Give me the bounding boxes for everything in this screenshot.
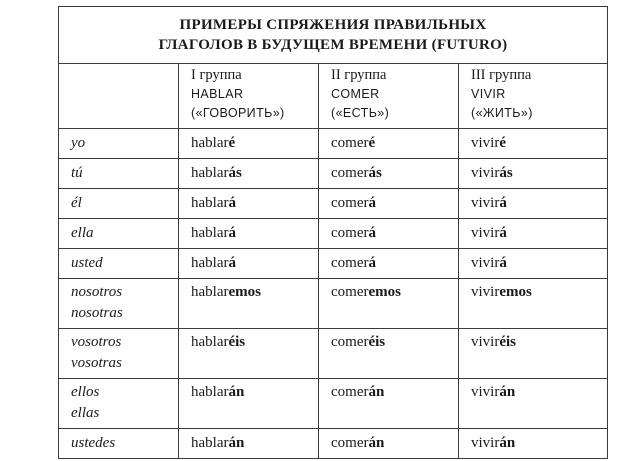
pronoun-cell [59,249,179,279]
verb-stem: vivir [471,334,500,350]
verb-ending: éis [368,334,386,350]
pronoun: ella [71,225,94,241]
table-title-line-2: ГЛАГОЛОВ В БУДУЩЕМ ВРЕМЕНИ (FUTURO) [158,37,508,53]
table-body [59,129,608,459]
pronoun: nosotras [71,305,123,321]
verb-stem: comer [331,195,369,211]
pronoun-cell [59,279,179,329]
verb-ending: ás [499,165,513,181]
verb-form-cell [319,159,459,189]
verb-stem: comer [331,284,369,300]
verb-form-cell [459,249,608,279]
table-row [59,159,608,189]
table-row [59,219,608,249]
verb-ending: án [368,435,385,451]
pronoun-cell [59,189,179,219]
verb-form-cell [319,379,459,429]
verb-ending: é [368,135,376,151]
verb-stem: hablar [191,225,229,241]
verb-form-cell [319,129,459,159]
verb-ending: án [499,384,516,400]
pronoun-cell [59,379,179,429]
verb-form-cell [179,329,319,379]
verb-stem: vivir [471,195,500,211]
verb-stem: comer [331,334,369,350]
verb-stem: comer [331,225,369,241]
conjugation-table [58,6,608,459]
pronoun: yo [71,135,86,151]
verb-stem: vivir [471,135,500,151]
verb-form-cell [179,219,319,249]
verb-form-cell [179,159,319,189]
verb-stem: hablar [191,135,229,151]
verb-ending: é [228,135,236,151]
verb-ending: á [368,195,376,211]
table-title-line-1: ПРИМЕРЫ СПРЯЖЕНИЯ ПРАВИЛЬНЫХ [179,17,487,33]
verb-form-cell [179,279,319,329]
verb-label: COMER [331,87,380,101]
column-header-group-1 [179,64,319,129]
group-label: II группа [331,67,387,83]
table-row [59,379,608,429]
verb-stem: hablar [191,255,229,271]
verb-form-cell [459,129,608,159]
verb-ending: ás [228,165,242,181]
column-header-group-3 [459,64,608,129]
verb-ending: á [368,225,376,241]
verb-stem: comer [331,384,369,400]
verb-stem: comer [331,135,369,151]
verb-ending: á [499,255,507,271]
pronoun: vosotras [71,355,122,371]
verb-form-cell [459,219,608,249]
table-row [59,189,608,219]
verb-ending: á [228,195,236,211]
verb-ending: emos [368,284,401,300]
verb-stem: comer [331,435,369,451]
verb-stem: vivir [471,225,500,241]
verb-stem: vivir [471,165,500,181]
verb-ending: án [368,384,385,400]
table-row [59,249,608,279]
verb-form-cell [179,379,319,429]
verb-form-cell [459,159,608,189]
verb-form-cell [459,379,608,429]
pronoun: usted [71,255,103,271]
verb-translation: («ЕСТЬ») [331,106,390,120]
verb-ending: á [368,255,376,271]
verb-form-cell [179,129,319,159]
verb-stem: vivir [471,255,500,271]
verb-ending: án [228,384,245,400]
verb-stem: vivir [471,435,500,451]
verb-ending: éis [499,334,517,350]
verb-form-cell [319,279,459,329]
verb-label: VIVIR [471,87,506,101]
verb-stem: hablar [191,435,229,451]
group-label: I группа [191,67,242,83]
verb-ending: á [499,195,507,211]
verb-translation: («ЖИТЬ») [471,106,533,120]
empty-header-cell [59,64,179,129]
verb-stem: hablar [191,284,229,300]
verb-form-cell [459,429,608,459]
verb-ending: án [228,435,245,451]
table-title [59,7,608,64]
verb-stem: vivir [471,384,500,400]
verb-ending: ás [368,165,382,181]
verb-form-cell [459,279,608,329]
pronoun: tú [71,165,83,181]
table-row [59,329,608,379]
verb-translation: («ГОВОРИТЬ») [191,106,285,120]
verb-ending: á [499,225,507,241]
verb-ending: emos [499,284,532,300]
verb-label: HABLAR [191,87,244,101]
verb-form-cell [319,219,459,249]
pronoun: ellos [71,384,100,400]
pronoun: vosotros [71,334,122,350]
pronoun-cell [59,159,179,189]
verb-ending: á [228,225,236,241]
verb-ending: é [499,135,507,151]
column-header-row [59,64,608,129]
verb-form-cell [319,329,459,379]
verb-stem: hablar [191,165,229,181]
verb-form-cell [179,189,319,219]
verb-form-cell [459,189,608,219]
verb-stem: hablar [191,195,229,211]
pronoun: él [71,195,82,211]
verb-stem: comer [331,255,369,271]
verb-stem: hablar [191,384,229,400]
verb-form-cell [319,189,459,219]
pronoun-cell [59,429,179,459]
pronoun: nosotros [71,284,123,300]
table-row [59,429,608,459]
verb-form-cell [179,429,319,459]
table-row [59,279,608,329]
pronoun-cell [59,129,179,159]
verb-ending: éis [228,334,246,350]
verb-form-cell [319,429,459,459]
verb-stem: vivir [471,284,500,300]
verb-ending: án [499,435,516,451]
pronoun: ellas [71,405,100,421]
pronoun: ustedes [71,435,116,451]
group-label: III группа [471,67,532,83]
verb-ending: á [228,255,236,271]
pronoun-cell [59,329,179,379]
table-row [59,129,608,159]
column-header-group-2 [319,64,459,129]
verb-stem: hablar [191,334,229,350]
verb-form-cell [459,329,608,379]
pronoun-cell [59,219,179,249]
verb-form-cell [319,249,459,279]
verb-stem: comer [331,165,369,181]
verb-ending: emos [228,284,261,300]
verb-form-cell [179,249,319,279]
